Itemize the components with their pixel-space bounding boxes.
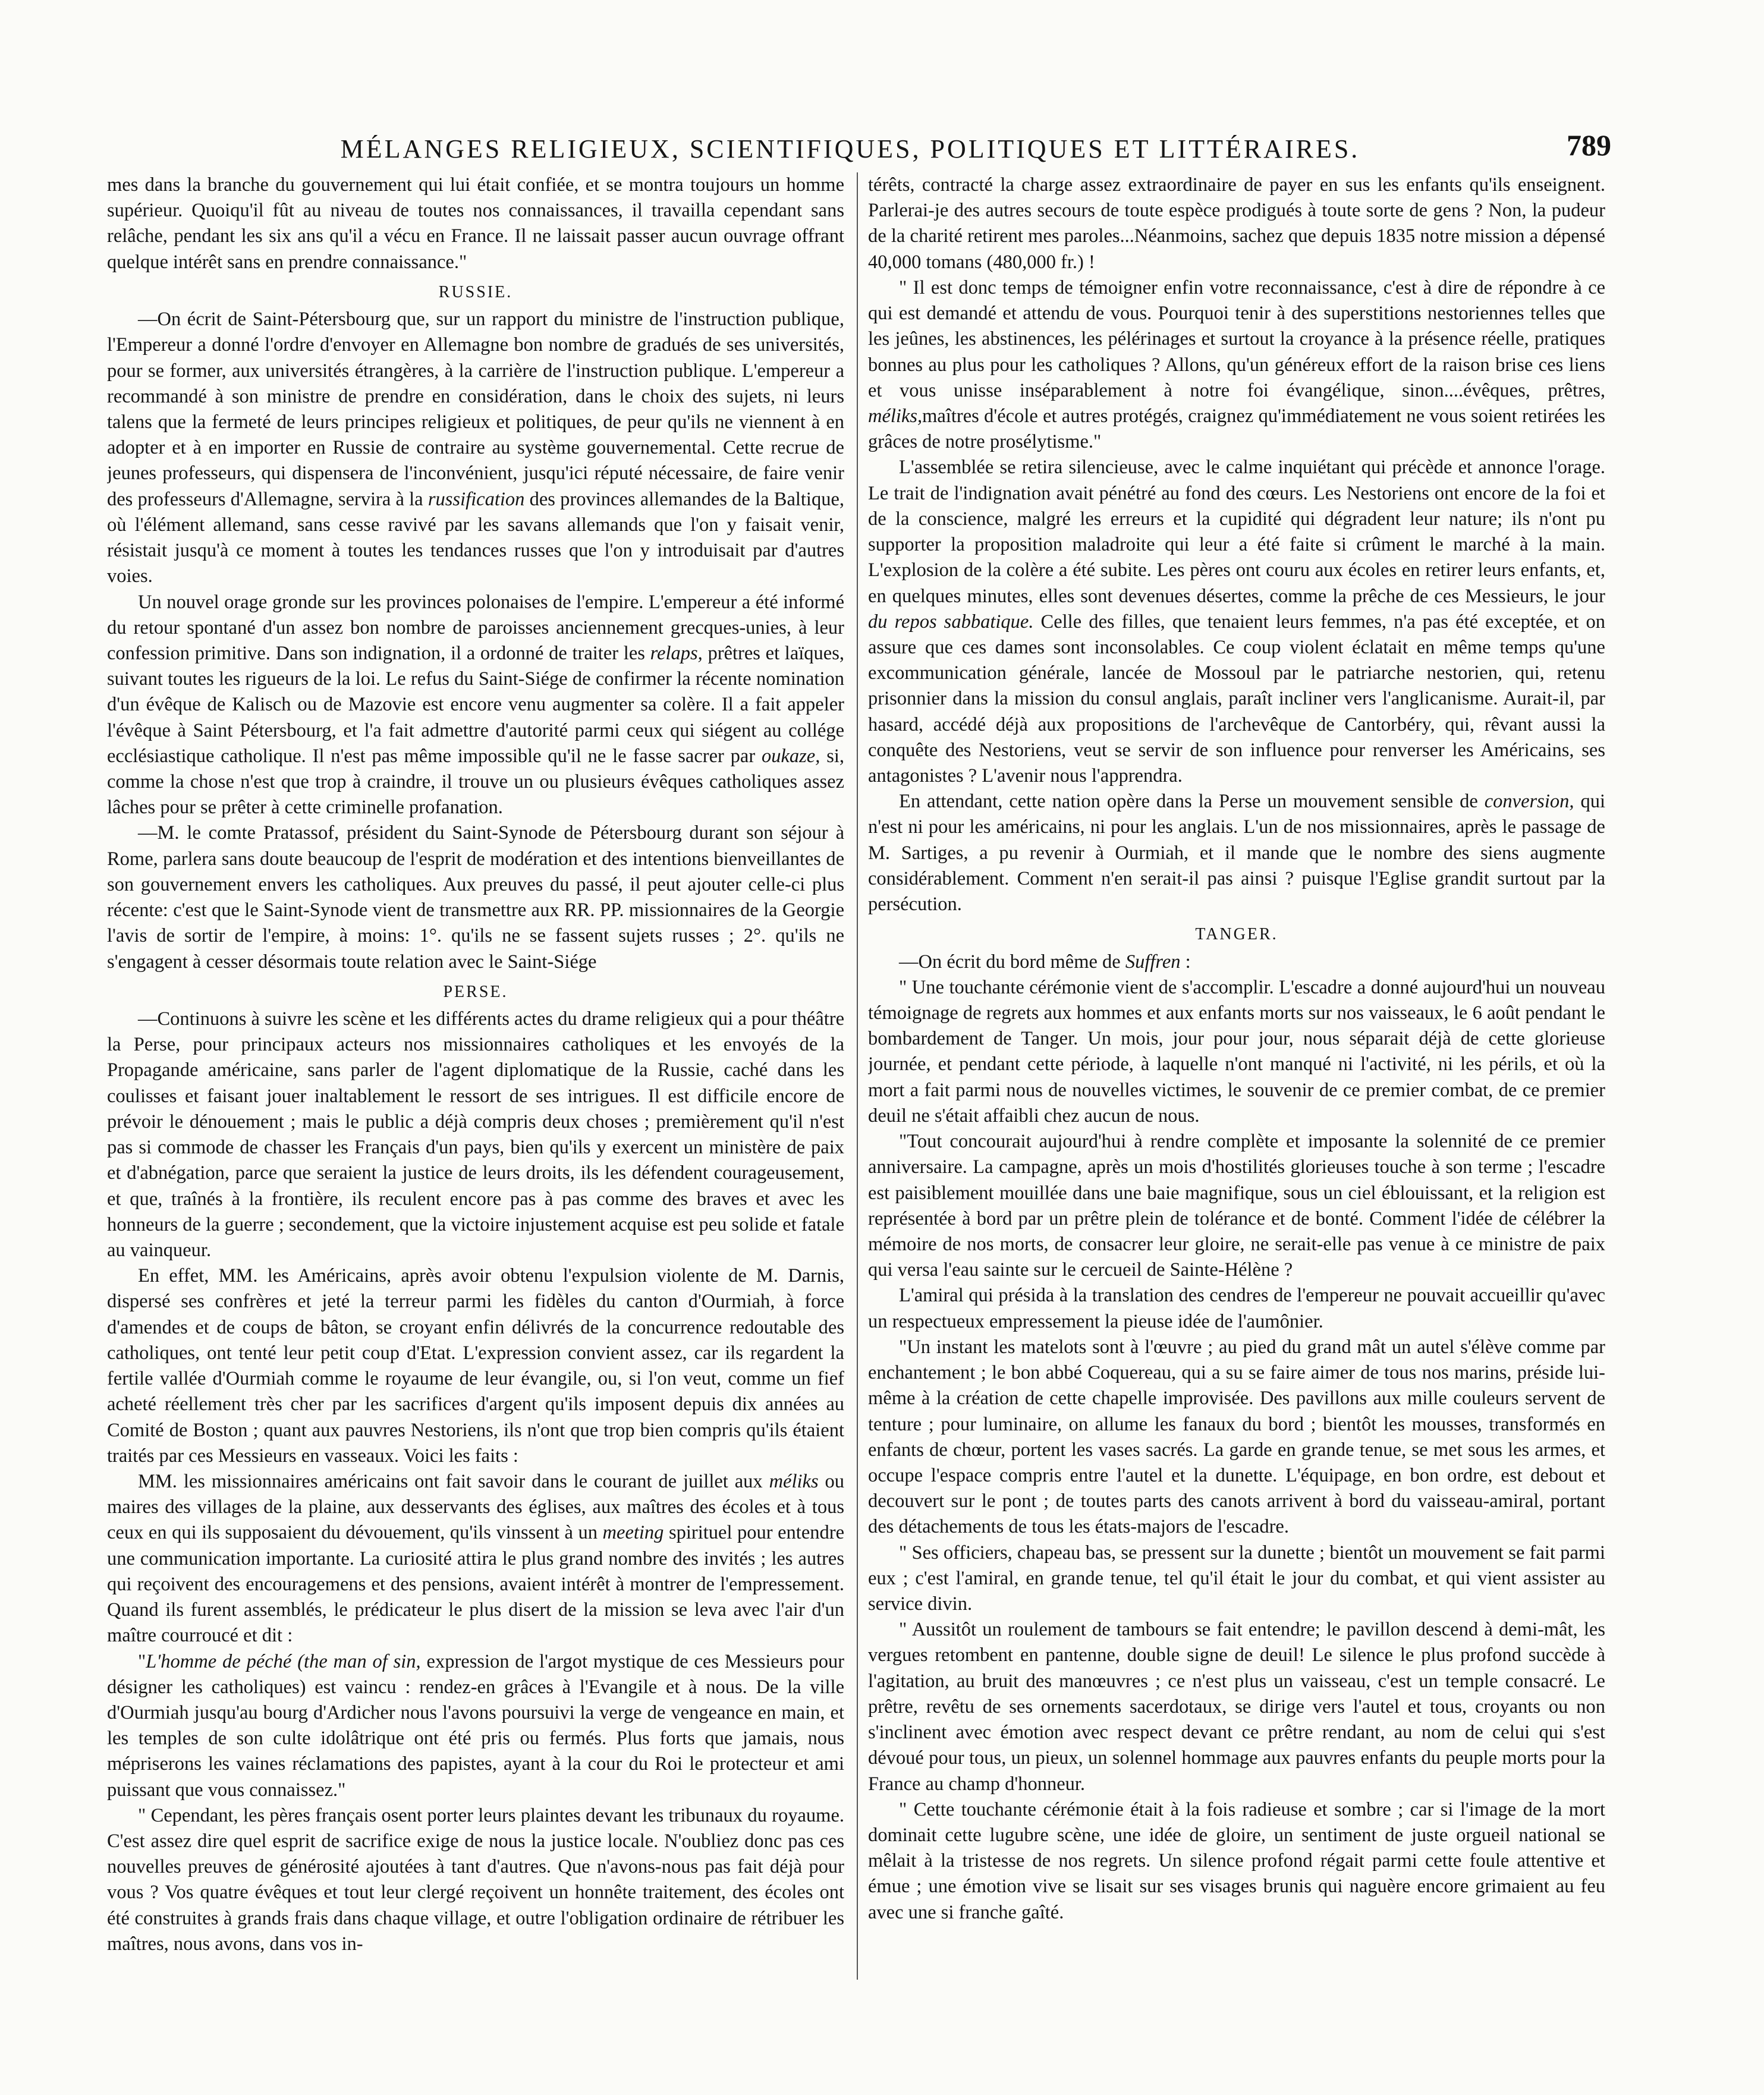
article-paragraph: En effet, MM. les Américains, après avoir obtenu l'expulsion violente de M. Darnis, dispersé ses confrères et jeté la terreur parmi les fidèles du canton d'Ourmiah, à force d'amendes et de coups de bâton, se croyant enfin délivrés de la concurrence redoutable des catholiques, ont tenté leur petit coup d'Etat. L'expression convient assez, car ils regardent la fertile vallée d'Ourmiah comme le royaume de leur évangile, ou, si l'on veut, comme un fief acheté réellement très cher par les sacrifices d'argent qu'ils imposent depuis dix années au Comité de Boston ; quant aux pauvres Nestoriens, ils n'ont que trop bien compris qu'ils étaient traités par ces Messieurs en vasseaux. Voici les faits : [107,1265,844,1467]
article-paragraph: —On écrit de Saint-Pétersbourg que, sur un rapport du ministre de l'instruction publique, l'Empereur a donné l'ordre d'envoyer en Allemagne bon nombre de gradués de ses universités, pour se former, aux universités étrangères, à la carrière de l'instruction publique. L'empereur a recommandé à son ministre de prendre en considération, dans le choix des sujets, ni leurs talens que la fermeté de leurs principes religieux et politiques, de peur qu'ils ne viennent à en adopter et à en importer en Russie de contraire au système gouvernemental. Cette recrue de jeunes professeurs, qui dispensera de l'inconvénient, jusqu'ici réputé nécessaire, de faire venir des professeurs d'Allemagne, servira à la russification des provinces allemandes de la Baltique, où l'élément allemand, sans cesse ravivé par les savans allemands que l'on y faisait venir, résistait jusqu'à ce moment à toutes les tendances russes que l'on y introduisait par d'autres voies. [107,309,844,587]
article-paragraph: MM. les missionnaires américains ont fait savoir dans le courant de juillet aux méliks ou maires des villages de la plaine, aux desservants des églises, aux maîtres des écoles et à tous ceux en qui ils supposaient du dévouement, qu'ils vinssent à un meeting spirituel pour entendre une communication importante. La curiosité attira le plus grand nombre des invités ; les autres qui reçoivent des encouragemens et des pensions, avaient intérêt à montrer de l'empressement. Quand ils furent assemblés, le prédicateur le plus disert de la mission se leva avec l'air d'un maître courroucé et dit : [107,1470,844,1647]
article-paragraph: —On écrit du bord même de Suffren : [899,951,1191,973]
running-title: MÉLANGES RELIGIEUX, SCIENTIFIQUES, POLITIQUES ET LITTÉRAIRES. [340,134,1360,163]
article-paragraph: " Cependant, les pères français osent porter leurs plaintes devant les tribunaux du royaume. C'est assez dire quel esprit de sacrifice exige de nous la justice locale. N'oubliez donc pas ces nouvelles preuves de générosité ajoutées à tant d'autres. Que n'avons-nous pas fait déjà pour vous ? Vos quatre évêques et tout leur clergé reçoivent un honnête traitement, des écoles ont été construites à grands frais dans chaque village, et outre l'obligation ordinaire de rétribuer les maîtres, nous avons, dans vos in- [107,1804,844,1955]
article-paragraph: " Une touchante cérémonie vient de s'accomplir. L'escadre a donné aujourd'hui un nouveau témoignage de regrets aux hommes et aux enfants morts sur nos vaisseaux, le 6 août pendant le bombardement de Tanger. Un mois, jour pour jour, nous séparait déjà de cette glorieuse journée, et pendant cette période, à laquelle n'ont manqué ni l'activité, ni les périls, et où la mort a fait parmi nous de nouvelles victimes, le souvenir de ce premier combat, de ce premier deuil ne s'était affaibli chez aucun de nous. [868,976,1605,1127]
article-paragraph: " Aussitôt un roulement de tambours se fait entendre; le pavillon descend à demi-mât, les vergues retombent en pantenne, double signe de deuil! Le silence le plus profond succède à l'agitation, au bruit des manœuvres ; ce n'est plus un vaisseau, c'est un temple consacré. Le prêtre, revêtu de ses ornements sacerdotaux, se dirige vers l'autel et tous, croyants ou non s'inclinent avec émotion avec respect devant ce prêtre rendant, au nom de celui qui s'est dévoué pour tous, un pieux, un solennel hommage aux pauvres enfants du peuple morts pour la France au champ d'honneur. [868,1619,1605,1795]
article-paragraph: " Il est donc temps de témoigner enfin votre reconnaissance, c'est à dire de répondre à ce qui est demandé et attendu de vous. Pourquoi tenir à des superstitions nestoriennes telles que les jeûnes, les abstinences, les pélérinages et surtout la croyance à la présence réelle, pratiques bonnes au plus pour les catholiques ? Allons, qu'un généreux effort de la raison brise ces liens et vous unisse inséparablement à notre foi évangélique, sinon....évêques, prêtres, méliks,maîtres d'école et autres protégés, craignez qu'immédiatement ne vous soient retirées les grâces de notre prosélytisme." [868,276,1605,453]
article-paragraph: En attendant, cette nation opère dans la Perse un mouvement sensible de conversion, qui n'est ni pour les américains, ni pour les anglais. L'un de nos missionnaires, après le passage de M. Sartiges, a pu revenir à Ourmiah, et il mande que le nombre des siens augmente considérablement. Comment n'en serait-il pas ainsi ? puisque l'Eglise grandit surtout par la persécution. [868,791,1605,916]
article-paragraph: L'assemblée se retira silencieuse, avec le calme inquiétant qui précède et annonce l'orage. Le trait de l'indignation avait pénétré au fond des cœurs. Les Nestoriens ont encore de la foi et de la conscience, malgré les erreurs et la cupidité qui dégradent leur nature; ils n'ont pu supporter la proposition maladroite qui leur a été faite si crûment le marché à la main. L'explosion de la colère a été subite. Les pères ont couru aux écoles en retirer leurs enfants, et, en quelques minutes, elles sont devenues désertes, comme la prêche de ces Messieurs, le jour du repos sabbatique. Celle des filles, que tenaient leurs femmes, n'a pas été exceptée, et on assure que ces dames sont inconsolables. Ce coup violent éclatait en même temps qu'une excommunication générale, lancée de Mossoul par le patriarche nestorien, qui, retenu prisonnier dans la mission du consul anglais, paraît incliner vers l'anglicanisme. Aurait-il, par hasard, accédé déjà aux propositions de l'archevêque de Cantorbéry, qui, rêvant aussi la conquête des Nestoriens, veut se servir de son influence pour renverser les Américains, ses antagonistes ? L'avenir nous l'apprendra. [868,457,1605,787]
left-column [107,172,844,1986]
article-paragraph: "Un instant les matelots sont à l'œuvre ; au pied du grand mât un autel s'élève comme par enchantement ; le bon abbé Coquereau, qui a su se faire aimer de tous nos marins, préside lui-même à la création de cette chapelle improvisée. Des pavillons aux mille couleurs servent de tenture ; pour luminaire, on allume les fanaux du bord ; bientôt les mousses, transformés en enfants de chœur, portent les vases sacrés. La garde en grande tenue, se met sous les armes, et occupe l'espace compris entre l'autel et la dunette. L'équipage, en bon ordre, est debout et decouvert sur le pont ; de toutes parts des canots arrivent à bord du vaisseau-amiral, portant des détachements de tous les états-majors de l'escadre. [868,1336,1605,1538]
article-paragraph: —M. le comte Pratassof, président du Saint-Synode de Pétersbourg durant son séjour à Rome, parlera sans doute beaucoup de l'esprit de modération et des intentions bienveillantes de son gouvernement envers les catholiques. Aux preuves du passé, il peut ajouter celle-ci plus récente: c'est que le Saint-Synode vient de transmettre aux RR. PP. missionnaires de la Georgie l'avis de sortir de l'empire, à moins: 1°. qu'ils ne se fassent sujets russes ; 2°. qu'ils ne s'engagent à cesser désormais toute relation avec le Saint-Siége [107,822,844,973]
section-heading-tanger: TANGER. [1195,925,1278,944]
page-number: 789 [1567,128,1611,162]
article-paragraph: "Tout concourait aujourd'hui à rendre complète et imposante la solennité de ce premier anniversaire. La campagne, après un mois d'hostilités glorieuses touche à son terme ; l'escadre est paisiblement mouillée dans une baie magnifique, sous un ciel éblouissant, et la religion est représentée à bord par un prêtre plein de tolérance et de bonté. Comment l'idée de célébrer la mémoire de nos morts, de consacrer leur gloire, ne serait-elle pas venue à ce ministre de paix qui versa l'eau sainte sur le cercueil de Sainte-Hélène ? [868,1131,1605,1281]
right-column [868,172,1605,1986]
article-paragraph: mes dans la branche du gouvernement qui lui était confiée, et se montra toujours un homme supérieur. Quoiqu'il fût au niveau de toutes nos connaissances, il travailla cependant sans relâche, pendant les six ans qu'il a vécu en France. Il ne laissait passer aucun ouvrage offrant quelque intérêt sans en prendre connaissance." [107,174,844,273]
article-paragraph: térêts, contracté la charge assez extraordinaire de payer en sus les enfants qu'ils enseignent. Parlerai-je des autres secours de toute espèce prodigués à toute sorte de gens ? Non, la pudeur de la charité retirent mes paroles...Néanmoins, sachez que depuis 1835 notre mission a dépensé 40,000 tomans (480,000 fr.) ! [868,174,1605,273]
article-paragraph: —Continuons à suivre les scène et les différents actes du drame religieux qui a pour théâtre la Perse, pour principaux acteurs nos missionnaires catholiques et les envoyés de la Propagande américaine, sans parler de l'agent diplomatique de la Russie, caché dans les coulisses et faisant jouer inaltablement le ressort de ses intrigues. Il est difficile encore de prévoir le dénouement ; mais le public a déjà compris deux choses ; premièrement qu'il n'est pas si commode de chasser les Français d'un pays, bien qu'ils y exercent un ministère de paix et d'abnégation, parce que seraient la justice de leurs droits, ils les défendent courageusement, et que, traînés à la frontière, ils reculent encore pas à pas comme des braves et avec les honneurs de la guerre ; secondement, que la victoire injustement acquise est peu solide et fatale au vainqueur. [107,1008,844,1261]
column-divider [857,172,858,1980]
article-paragraph: L'amiral qui présida à la translation des cendres de l'empereur ne pouvait accueillir qu'avec un respectueux empressement la pieuse idée de l'aumônier. [868,1285,1605,1332]
section-heading-russie: RUSSIE. [438,282,513,301]
article-paragraph: " Ses officiers, chapeau bas, se pressent sur la dunette ; bientôt un mouvement se fait parmi eux ; c'est l'amiral, en grande tenue, tel qu'il était le jour du combat, et qui vient assister au service divin. [868,1542,1605,1615]
page-header [89,128,1611,169]
section-heading-perse: PERSE. [443,982,508,1001]
article-paragraph: "L'homme de péché (the man of sin, expression de l'argot mystique de ces Messieurs pour désigner les catholiques) est vaincu : rendez-en grâces à l'Evangile et à nous. De la ville d'Ourmiah jusqu'au bourg d'Ardicher nous l'avons poursuivi la verge de vengeance en main, et les temples de son culte idolâtrique ont été pris ou fermés. Plus forts que jamais, nous mépriserons les vaines réclamations des papistes, ayant à la cour du Roi le protecteur et ami puissant que vous connaissez." [107,1650,844,1801]
article-paragraph: " Cette touchante cérémonie était à la fois radieuse et sombre ; car si l'image de la mort dominait cette lugubre scène, une idée de gloire, un sentiment de juste orgueil national se mêlait à la tristesse de nos regrets. Un silence profond régait parmi cette foule attentive et émue ; une émotion vive se lisait sur ses visages brunis qui naguère encore grimaient au feu avec une si franche gaîté. [868,1798,1605,1923]
article-paragraph: Un nouvel orage gronde sur les provinces polonaises de l'empire. L'empereur a été informé du retour spontané d'un assez bon nombre de paroisses anciennement grecques-unies, à leur confession primitive. Dans son indignation, il a ordonné de traiter les relaps, prêtres et laïques, suivant toutes les rigueurs de la loi. Le refus du Saint-Siége de confirmer la récente nomination d'un évêque de Kalisch ou de Mazovie est encore venu augmenter sa colère. Il a fait appeler l'évêque à Saint Pétersbourg, et l'a fait admettre d'autorité parmi ceux qui siégent au collége ecclésiastique catholique. Il n'est pas même impossible qu'il ne le fasse sacrer par oukaze, si, comme la chose n'est que trop à craindre, il trouve un ou plusieurs évêques catholiques assez lâches pour se prêter à cette criminelle profanation. [107,591,844,819]
